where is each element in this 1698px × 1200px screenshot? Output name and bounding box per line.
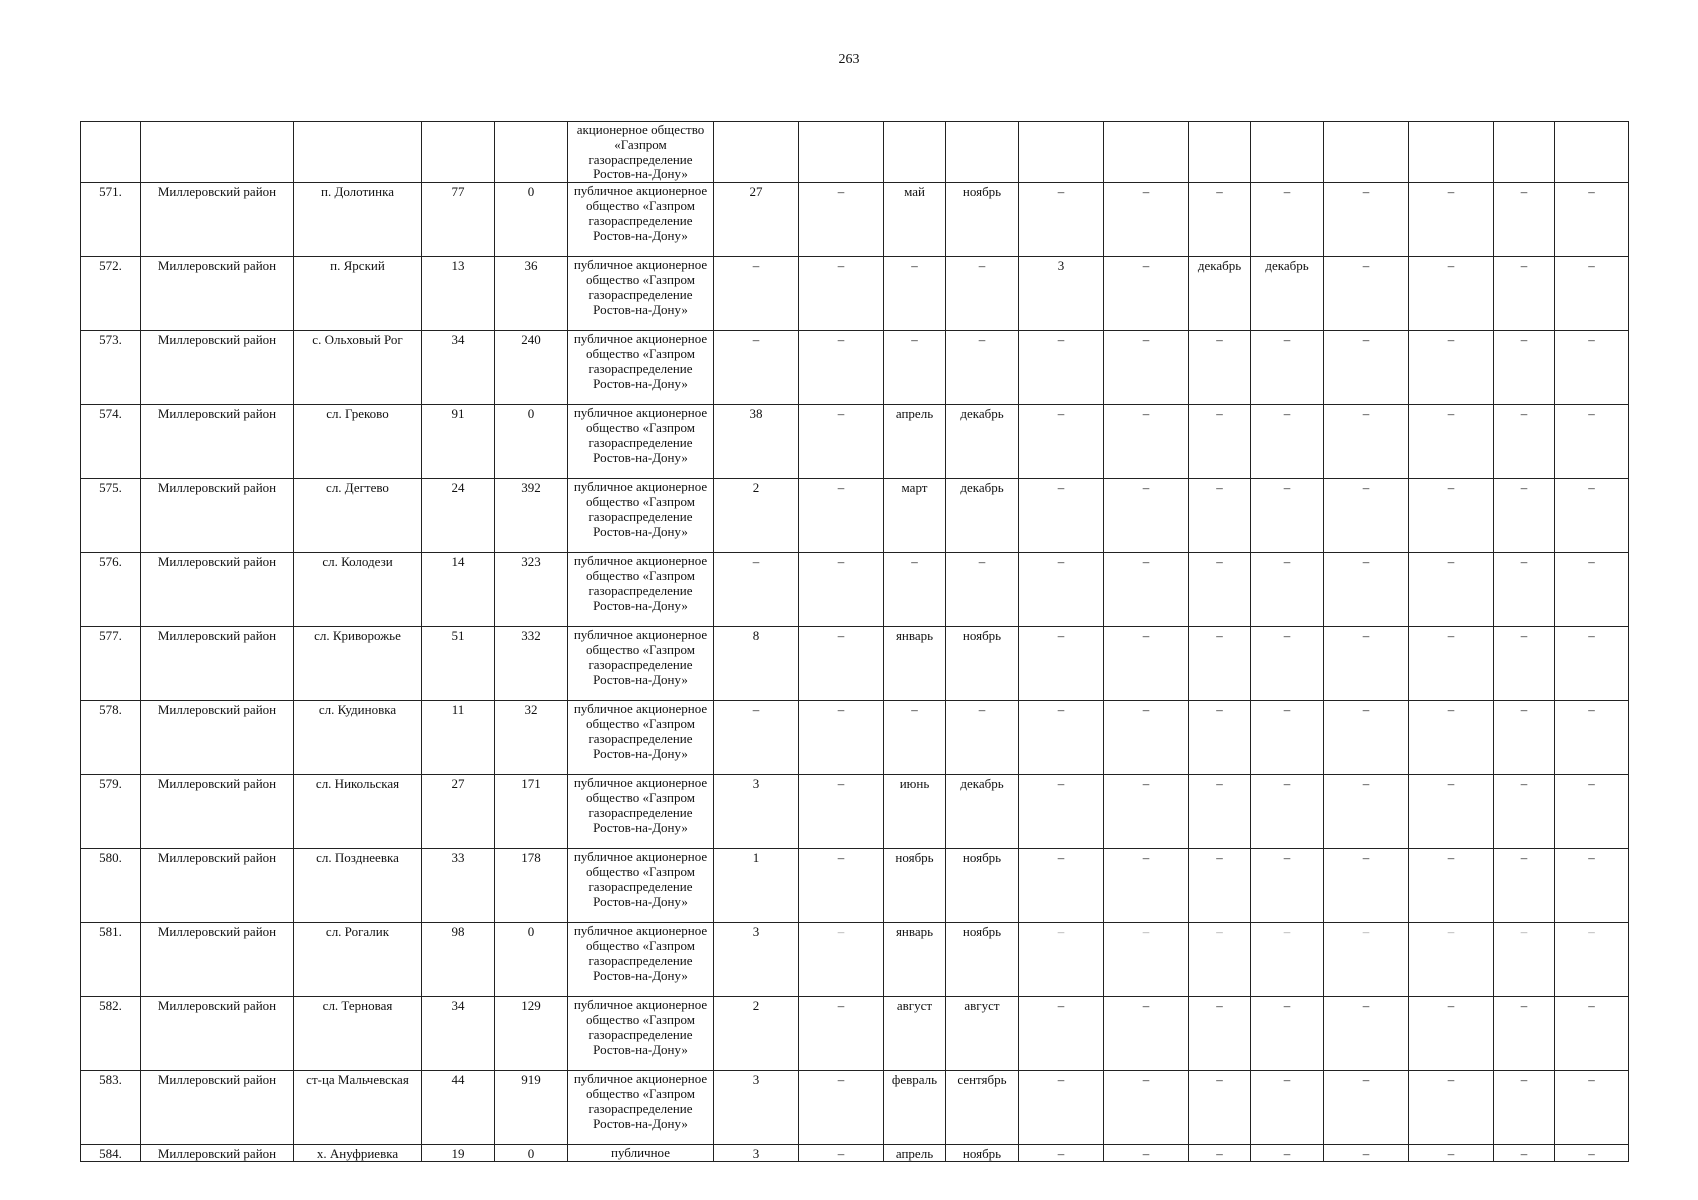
cell-col4: 44 (422, 1071, 495, 1145)
cell-col5: 323 (495, 553, 568, 627)
cell-district: Миллеровский район (141, 1071, 294, 1145)
cell-col15: – (1324, 627, 1409, 701)
cell-col8: – (799, 849, 884, 923)
cell-end-month: ноябрь (946, 849, 1019, 923)
cell-col15: – (1324, 849, 1409, 923)
cell-district: Миллеровский район (141, 849, 294, 923)
cell-col18: – (1555, 479, 1629, 553)
cell-col8: – (799, 1145, 884, 1162)
cell-district: Миллеровский район (141, 405, 294, 479)
cell-start-month: – (884, 331, 946, 405)
table-row (81, 1071, 1629, 1145)
cell-end-month: август (946, 997, 1019, 1071)
cell-district: Миллеровский район (141, 627, 294, 701)
cell-col13: – (1189, 701, 1251, 775)
cell-col11: – (1019, 553, 1104, 627)
cell-col18: – (1555, 923, 1629, 997)
cell-col18: – (1555, 997, 1629, 1071)
cell-col16: – (1409, 849, 1494, 923)
cell-col5: 392 (495, 479, 568, 553)
cell-col14: – (1251, 479, 1324, 553)
cell-number: 574. (81, 405, 141, 479)
cell-start-month: январь (884, 923, 946, 997)
cell-settlement: сл. Рогалик (294, 923, 422, 997)
cell-start-month: август (884, 997, 946, 1071)
cell-col15: – (1324, 257, 1409, 331)
cell-end-month: ноябрь (946, 627, 1019, 701)
cell-number: 571. (81, 183, 141, 257)
cell-col17: – (1494, 257, 1555, 331)
cell-organization: публичное акционерное общество «Газпром газораспределение Ростов-на-Дону» (568, 553, 714, 627)
cell-col4: 33 (422, 849, 495, 923)
cell-empty (1104, 122, 1189, 183)
table-row (81, 701, 1629, 775)
cell-col12: – (1104, 923, 1189, 997)
cell-settlement: сл. Криворожье (294, 627, 422, 701)
cell-end-month: декабрь (946, 405, 1019, 479)
cell-col16: – (1409, 553, 1494, 627)
cell-col5: 171 (495, 775, 568, 849)
gasification-schedule-table (80, 121, 1629, 1162)
cell-col15: – (1324, 183, 1409, 257)
cell-end-month: сентябрь (946, 1071, 1019, 1145)
cell-settlement: ст-ца Мальчевская (294, 1071, 422, 1145)
cell-col12: – (1104, 997, 1189, 1071)
cell-col8: – (799, 1071, 884, 1145)
cell-col17: – (1494, 923, 1555, 997)
cell-col12: – (1104, 183, 1189, 257)
cell-col12: – (1104, 1071, 1189, 1145)
cell-number: 583. (81, 1071, 141, 1145)
cell-col5: 0 (495, 183, 568, 257)
cell-organization: публичное акционерное общество «Газпром газораспределение Ростов-на-Дону» (568, 627, 714, 701)
cell-col17: – (1494, 479, 1555, 553)
cell-col16: – (1409, 479, 1494, 553)
cell-col5: 129 (495, 997, 568, 1071)
cell-col14: – (1251, 405, 1324, 479)
cell-col4: 27 (422, 775, 495, 849)
table-row-continuation (81, 122, 1629, 183)
table-row (81, 923, 1629, 997)
cell-col15: – (1324, 553, 1409, 627)
cell-district: Миллеровский район (141, 331, 294, 405)
cell-col17: – (1494, 997, 1555, 1071)
cell-empty (294, 122, 422, 183)
cell-settlement: сл. Никольская (294, 775, 422, 849)
cell-col14: – (1251, 923, 1324, 997)
cell-col7: 3 (714, 775, 799, 849)
cell-col17: – (1494, 331, 1555, 405)
cell-col11: – (1019, 1071, 1104, 1145)
cell-settlement: с. Ольховый Рог (294, 331, 422, 405)
cell-col13: – (1189, 1145, 1251, 1162)
cell-col7: 1 (714, 849, 799, 923)
cell-col18: – (1555, 257, 1629, 331)
cell-col11: – (1019, 1145, 1104, 1162)
cell-start-month: – (884, 257, 946, 331)
cell-col7: 3 (714, 1071, 799, 1145)
cell-start-month: июнь (884, 775, 946, 849)
cell-col5: 178 (495, 849, 568, 923)
cell-col12: – (1104, 775, 1189, 849)
cell-col8: – (799, 405, 884, 479)
cell-end-month: ноябрь (946, 183, 1019, 257)
cell-col14: – (1251, 183, 1324, 257)
cell-col11: – (1019, 923, 1104, 997)
cell-col8: – (799, 997, 884, 1071)
cell-col18: – (1555, 405, 1629, 479)
cell-district: Миллеровский район (141, 997, 294, 1071)
cell-district: Миллеровский район (141, 701, 294, 775)
cell-number: 573. (81, 331, 141, 405)
table-row (81, 553, 1629, 627)
cell-number: 577. (81, 627, 141, 701)
cell-settlement: сл. Позднеевка (294, 849, 422, 923)
cell-district: Миллеровский район (141, 183, 294, 257)
cell-organization: публичное акционерное общество «Газпром газораспределение Ростов-на-Дону» (568, 405, 714, 479)
cell-end-month: декабрь (946, 479, 1019, 553)
cell-district: Миллеровский район (141, 257, 294, 331)
cell-col16: – (1409, 1071, 1494, 1145)
table-row (81, 1145, 1629, 1162)
cell-number: 572. (81, 257, 141, 331)
cell-start-month: ноябрь (884, 849, 946, 923)
cell-organization: акционерное общество «Газпром газораспределение Ростов-на-Дону» (568, 122, 714, 183)
cell-col11: – (1019, 627, 1104, 701)
table-row (81, 479, 1629, 553)
cell-district: Миллеровский район (141, 553, 294, 627)
cell-organization: публичное (568, 1145, 714, 1162)
cell-col14: декабрь (1251, 257, 1324, 331)
table-row (81, 775, 1629, 849)
cell-col15: – (1324, 479, 1409, 553)
cell-empty (81, 122, 141, 183)
cell-col8: – (799, 331, 884, 405)
table-row (81, 627, 1629, 701)
cell-end-month: – (946, 553, 1019, 627)
cell-col13: – (1189, 849, 1251, 923)
cell-empty (1189, 122, 1251, 183)
cell-empty (1409, 122, 1494, 183)
cell-col7: 2 (714, 479, 799, 553)
cell-start-month: апрель (884, 1145, 946, 1162)
cell-col17: – (1494, 849, 1555, 923)
cell-col8: – (799, 775, 884, 849)
cell-col16: – (1409, 331, 1494, 405)
cell-col7: – (714, 331, 799, 405)
cell-col13: – (1189, 405, 1251, 479)
table-row (81, 849, 1629, 923)
cell-organization: публичное акционерное общество «Газпром газораспределение Ростов-на-Дону» (568, 331, 714, 405)
cell-col4: 11 (422, 701, 495, 775)
cell-col11: – (1019, 183, 1104, 257)
cell-col15: – (1324, 775, 1409, 849)
cell-col8: – (799, 183, 884, 257)
cell-col12: – (1104, 331, 1189, 405)
cell-empty (799, 122, 884, 183)
cell-end-month: ноябрь (946, 923, 1019, 997)
cell-col16: – (1409, 1145, 1494, 1162)
cell-empty (884, 122, 946, 183)
cell-col5: 919 (495, 1071, 568, 1145)
cell-start-month: – (884, 553, 946, 627)
cell-empty (1251, 122, 1324, 183)
cell-col11: – (1019, 331, 1104, 405)
table-row (81, 331, 1629, 405)
cell-col13: – (1189, 627, 1251, 701)
cell-empty (1494, 122, 1555, 183)
cell-col16: – (1409, 923, 1494, 997)
cell-col7: 3 (714, 1145, 799, 1162)
cell-col8: – (799, 701, 884, 775)
cell-col8: – (799, 257, 884, 331)
cell-organization: публичное акционерное общество «Газпром газораспределение Ростов-на-Дону» (568, 479, 714, 553)
cell-col5: 332 (495, 627, 568, 701)
cell-number: 576. (81, 553, 141, 627)
cell-col4: 13 (422, 257, 495, 331)
cell-col14: – (1251, 997, 1324, 1071)
cell-col17: – (1494, 1071, 1555, 1145)
cell-col15: – (1324, 701, 1409, 775)
page-number: 263 (838, 52, 860, 67)
cell-col13: – (1189, 553, 1251, 627)
table-row (81, 997, 1629, 1071)
table-body (81, 122, 1629, 1162)
cell-col11: – (1019, 849, 1104, 923)
cell-col16: – (1409, 405, 1494, 479)
cell-organization: публичное акционерное общество «Газпром газораспределение Ростов-на-Дону» (568, 701, 714, 775)
cell-col7: – (714, 553, 799, 627)
cell-number: 580. (81, 849, 141, 923)
cell-district: Миллеровский район (141, 479, 294, 553)
table-row (81, 183, 1629, 257)
table-row (81, 405, 1629, 479)
cell-col14: – (1251, 1071, 1324, 1145)
cell-col15: – (1324, 923, 1409, 997)
cell-col17: – (1494, 775, 1555, 849)
cell-organization: публичное акционерное общество «Газпром газораспределение Ростов-на-Дону» (568, 257, 714, 331)
cell-col17: – (1494, 553, 1555, 627)
cell-col13: – (1189, 1071, 1251, 1145)
cell-col12: – (1104, 1145, 1189, 1162)
cell-col8: – (799, 627, 884, 701)
cell-col11: – (1019, 775, 1104, 849)
cell-col16: – (1409, 627, 1494, 701)
cell-col13: – (1189, 183, 1251, 257)
cell-col16: – (1409, 257, 1494, 331)
cell-col5: 0 (495, 1145, 568, 1162)
cell-col11: – (1019, 997, 1104, 1071)
cell-empty (946, 122, 1019, 183)
cell-col4: 51 (422, 627, 495, 701)
cell-col17: – (1494, 627, 1555, 701)
cell-settlement: сл. Дегтево (294, 479, 422, 553)
cell-col16: – (1409, 701, 1494, 775)
cell-end-month: декабрь (946, 775, 1019, 849)
cell-start-month: февраль (884, 1071, 946, 1145)
cell-district: Миллеровский район (141, 775, 294, 849)
cell-col18: – (1555, 331, 1629, 405)
cell-number: 582. (81, 997, 141, 1071)
cell-col13: – (1189, 997, 1251, 1071)
cell-empty (495, 122, 568, 183)
cell-organization: публичное акционерное общество «Газпром газораспределение Ростов-на-Дону» (568, 923, 714, 997)
cell-start-month: апрель (884, 405, 946, 479)
cell-col14: – (1251, 1145, 1324, 1162)
cell-col4: 19 (422, 1145, 495, 1162)
cell-settlement: х. Ануфриевка (294, 1145, 422, 1162)
cell-col12: – (1104, 849, 1189, 923)
cell-col15: – (1324, 405, 1409, 479)
cell-empty (1555, 122, 1629, 183)
cell-settlement: сл. Терновая (294, 997, 422, 1071)
cell-col5: 32 (495, 701, 568, 775)
cell-col7: – (714, 701, 799, 775)
cell-col4: 91 (422, 405, 495, 479)
cell-settlement: сл. Колодези (294, 553, 422, 627)
cell-empty (141, 122, 294, 183)
cell-col4: 77 (422, 183, 495, 257)
cell-col13: – (1189, 479, 1251, 553)
cell-end-month: ноябрь (946, 1145, 1019, 1162)
cell-col7: 27 (714, 183, 799, 257)
cell-number: 581. (81, 923, 141, 997)
cell-col8: – (799, 923, 884, 997)
cell-col18: – (1555, 627, 1629, 701)
cell-col8: – (799, 479, 884, 553)
cell-col8: – (799, 553, 884, 627)
cell-empty (1324, 122, 1409, 183)
cell-col13: – (1189, 775, 1251, 849)
cell-col4: 98 (422, 923, 495, 997)
cell-number: 575. (81, 479, 141, 553)
cell-col7: 3 (714, 923, 799, 997)
cell-col14: – (1251, 849, 1324, 923)
cell-district: Миллеровский район (141, 923, 294, 997)
cell-col17: – (1494, 183, 1555, 257)
cell-col17: – (1494, 405, 1555, 479)
cell-end-month: – (946, 257, 1019, 331)
cell-col5: 36 (495, 257, 568, 331)
cell-col15: – (1324, 1071, 1409, 1145)
cell-organization: публичное акционерное общество «Газпром газораспределение Ростов-на-Дону» (568, 849, 714, 923)
cell-district: Миллеровский район (141, 1145, 294, 1162)
cell-col5: 0 (495, 405, 568, 479)
cell-col4: 34 (422, 997, 495, 1071)
table-row (81, 257, 1629, 331)
cell-number: 578. (81, 701, 141, 775)
cell-col4: 34 (422, 331, 495, 405)
cell-col15: – (1324, 997, 1409, 1071)
cell-col4: 24 (422, 479, 495, 553)
cell-organization: публичное акционерное общество «Газпром газораспределение Ростов-на-Дону» (568, 775, 714, 849)
cell-col14: – (1251, 775, 1324, 849)
cell-end-month: – (946, 331, 1019, 405)
cell-col18: – (1555, 701, 1629, 775)
cell-col4: 14 (422, 553, 495, 627)
cell-settlement: п. Долотинка (294, 183, 422, 257)
cell-col14: – (1251, 701, 1324, 775)
cell-organization: публичное акционерное общество «Газпром газораспределение Ростов-на-Дону» (568, 183, 714, 257)
cell-col12: – (1104, 257, 1189, 331)
cell-col11: – (1019, 701, 1104, 775)
cell-col13: – (1189, 331, 1251, 405)
cell-col13: – (1189, 923, 1251, 997)
cell-col7: – (714, 257, 799, 331)
cell-col12: – (1104, 627, 1189, 701)
cell-empty (422, 122, 495, 183)
cell-start-month: январь (884, 627, 946, 701)
cell-col14: – (1251, 627, 1324, 701)
cell-col15: – (1324, 1145, 1409, 1162)
cell-col13: декабрь (1189, 257, 1251, 331)
cell-organization: публичное акционерное общество «Газпром газораспределение Ростов-на-Дону» (568, 997, 714, 1071)
cell-number: 584. (81, 1145, 141, 1162)
cell-col16: – (1409, 183, 1494, 257)
cell-col11: – (1019, 479, 1104, 553)
cell-col7: 2 (714, 997, 799, 1071)
cell-col18: – (1555, 553, 1629, 627)
cell-settlement: п. Ярский (294, 257, 422, 331)
cell-col11: – (1019, 405, 1104, 479)
cell-col17: – (1494, 1145, 1555, 1162)
cell-start-month: март (884, 479, 946, 553)
cell-col11: 3 (1019, 257, 1104, 331)
cell-col5: 240 (495, 331, 568, 405)
cell-settlement: сл. Греково (294, 405, 422, 479)
cell-col14: – (1251, 331, 1324, 405)
cell-col16: – (1409, 997, 1494, 1071)
cell-col17: – (1494, 701, 1555, 775)
cell-col16: – (1409, 775, 1494, 849)
cell-col12: – (1104, 553, 1189, 627)
cell-col18: – (1555, 849, 1629, 923)
cell-start-month: май (884, 183, 946, 257)
cell-col18: – (1555, 775, 1629, 849)
cell-col18: – (1555, 1071, 1629, 1145)
cell-col7: 38 (714, 405, 799, 479)
cell-col18: – (1555, 1145, 1629, 1162)
cell-col5: 0 (495, 923, 568, 997)
cell-number: 579. (81, 775, 141, 849)
cell-col12: – (1104, 701, 1189, 775)
cell-col15: – (1324, 331, 1409, 405)
cell-col12: – (1104, 405, 1189, 479)
cell-col18: – (1555, 183, 1629, 257)
cell-settlement: сл. Кудиновка (294, 701, 422, 775)
cell-organization: публичное акционерное общество «Газпром газораспределение Ростов-на-Дону» (568, 1071, 714, 1145)
cell-col7: 8 (714, 627, 799, 701)
cell-end-month: – (946, 701, 1019, 775)
cell-start-month: – (884, 701, 946, 775)
cell-empty (1019, 122, 1104, 183)
cell-empty (714, 122, 799, 183)
cell-col14: – (1251, 553, 1324, 627)
cell-col12: – (1104, 479, 1189, 553)
